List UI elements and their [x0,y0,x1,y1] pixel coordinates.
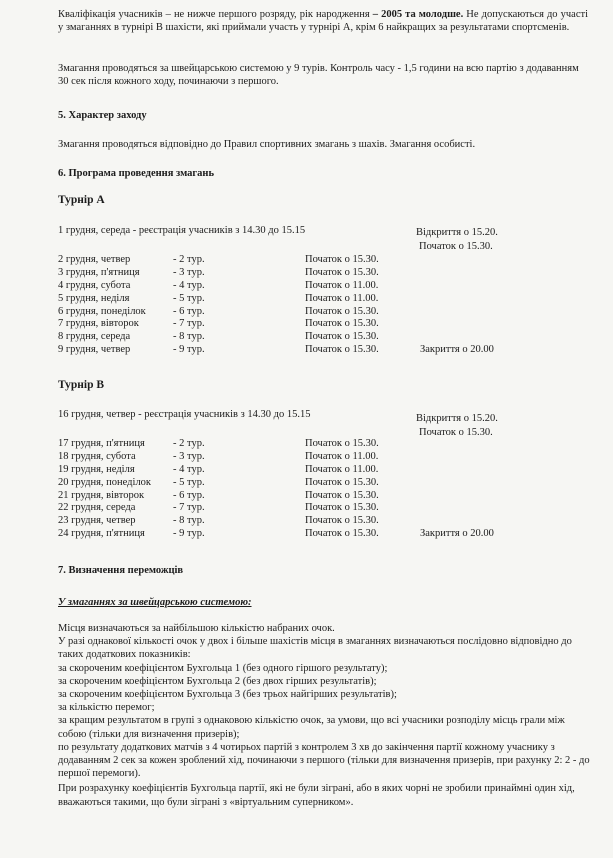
schedule-start-time: Початок о 15.30. [305,515,379,527]
swiss-system-subheading: У змаганнях за швейцарською системою: [58,597,252,608]
schedule-round: - 7 тур. [173,502,205,514]
schedule-row [58,451,598,464]
tournament-a-schedule [58,254,598,357]
schedule-date: 6 грудня, понеділок [58,305,146,317]
schedule-date: 23 грудня, четвер [58,515,136,527]
schedule-start-time: Початок о 15.30. [305,266,379,278]
schedule-date: 17 грудня, п'ятниця [58,438,145,449]
criteria-line: за скороченим коефіцієнтом Бухгольца 3 (без трьох найгірших результатів); [58,689,397,701]
schedule-date: 4 грудня, субота [58,279,131,291]
tournament-b-schedule [58,438,598,541]
schedule-round: - 8 тур. [173,515,205,527]
schedule-round: - 6 тур. [173,305,205,317]
schedule-start-time: Початок о 11.00. [305,450,379,462]
schedule-row [58,254,598,267]
schedule-round: - 3 тур. [173,450,205,462]
tournament-b-registration: 16 грудня, четвер - реєстрація учасників з 14.30 до 15.15 [58,409,311,420]
schedule-date: 7 грудня, вівторок [58,318,139,330]
schedule-start-time: Початок о 11.00. [305,463,379,475]
schedule-start-time: Початок о 15.30. [305,502,379,514]
tournament-a-opening: Відкриття о 15.20. [416,227,498,238]
schedule-start-time: Початок о 15.30. [305,476,379,488]
schedule-date: 19 грудня, неділя [58,463,135,475]
schedule-round: - 4 тур. [173,463,205,475]
schedule-start-time: Початок о 15.30. [305,254,379,265]
schedule-date: 5 грудня, неділя [58,292,130,304]
schedule-round: - 2 тур. [173,254,205,265]
schedule-closing: Закриття о 20.00 [420,528,494,540]
schedule-row [58,490,598,503]
criteria-line: за кількістю перемог; [58,702,155,714]
winners-criteria-list [58,622,593,809]
schedule-date: 9 грудня, четвер [58,344,131,356]
schedule-round: - 6 тур. [173,489,205,501]
schedule-round: - 2 тур. [173,438,205,449]
schedule-date: 22 грудня, середа [58,502,136,514]
tournament-a-registration: 1 грудня, середа - реєстрація учасників з 14.30 до 15.15 [58,225,306,236]
schedule-start-time: Початок о 15.30. [305,344,379,356]
schedule-row [58,280,598,293]
schedule-start-time: Початок о 15.30. [305,438,379,449]
intro-paragraph-system [58,62,588,88]
intro-text-rest: Не допускаються до участі у змаганнях в турнірі В шахісти, які приймали участь у турнірі А, крім 6 найкращих за результатами спортсменів. [58,9,588,34]
schedule-start-time: Початок о 11.00. [305,279,379,291]
schedule-row [58,344,598,357]
schedule-row [58,515,598,528]
section-6-heading: 6. Програма проведення змагань [58,168,215,179]
intro-system-text: Змагання проводяться за швейцарською системою у 9 турів. Контроль часу - 1,5 години на всю партію з додаванням 30 сек після кожного ходу, починаючи з першого. [58,63,579,88]
schedule-round: - 5 тур. [173,476,205,488]
tournament-b-title: Турнір В [58,379,105,391]
criteria-line: за кращим результатом в групі з однаковою кількістю очок, за умови, що всі учасники розподілу місць грали між собою (тільки для визначення призерів); [58,715,565,740]
schedule-start-time: Початок о 15.30. [305,318,379,330]
schedule-date: 3 грудня, п'ятниця [58,266,140,278]
schedule-round: - 4 тур. [173,279,205,291]
criteria-line: Місця визначаються за найбільшою кількістю набраних очок. [58,623,335,634]
criteria-line: за скороченим коефіцієнтом Бухгольца 1 (без одного гіршого результату); [58,662,388,674]
criteria-line: У разі однакової кількості очок у двох і більше шахістів місця в змаганнях визначаються послідовно відповідно до таких додаткових показників: [58,636,572,661]
schedule-start-time: Початок о 15.30. [305,528,379,540]
section-5-heading: 5. Характер заходу [58,110,147,121]
schedule-row [58,464,598,477]
schedule-round: - 8 тур. [173,331,205,343]
schedule-row [58,306,598,319]
section-7-heading: 7. Визначення переможців [58,565,184,576]
schedule-row [58,267,598,280]
tournament-a-first-start: Початок о 15.30. [419,241,493,252]
schedule-row [58,502,598,515]
tournament-b-first-start: Початок о 15.30. [419,427,493,438]
schedule-round: - 5 тур. [173,292,205,304]
criteria-line: по результату додаткових матчів з 4 чотирьох партій з контролем 3 хв до закінчення партії кожному учаснику з додаванням 2 сек за кожен зроблений хід, починаючи з першого (тільки для визначення призерів, при рахунку 2: 2 - до першої перемоги). [58,741,590,780]
schedule-row [58,438,598,451]
criteria-line: за скороченим коефіцієнтом Бухгольца 2 (без двох гірших результатів); [58,675,377,687]
schedule-date: 24 грудня, п'ятниця [58,528,145,540]
schedule-row [58,477,598,490]
schedule-closing: Закриття о 20.00 [420,344,494,356]
schedule-start-time: Початок о 15.30. [305,305,379,317]
schedule-row [58,293,598,306]
criteria-line: При розрахунку коефіцієнтів Бухгольца партії, які не були зіграні, або в яких чорні не зробили принаймні один хід, вважаються такими, що були зіграні з «віртуальним суперником». [58,783,575,808]
schedule-start-time: Початок о 11.00. [305,292,379,304]
schedule-round: - 9 тур. [173,528,205,540]
schedule-date: 2 грудня, четвер [58,254,131,265]
schedule-start-time: Початок о 15.30. [305,331,379,343]
schedule-start-time: Початок о 15.30. [305,489,379,501]
intro-paragraph-qualification [58,8,588,34]
schedule-date: 20 грудня, понеділок [58,476,152,488]
schedule-round: - 3 тур. [173,266,205,278]
schedule-date: 8 грудня, середа [58,331,131,343]
schedule-row [58,318,598,331]
schedule-date: 18 грудня, субота [58,450,136,462]
schedule-row [58,331,598,344]
tournament-b-opening: Відкриття о 15.20. [416,413,498,424]
schedule-date: 21 грудня, вівторок [58,489,145,501]
schedule-row [58,528,598,541]
intro-text: Кваліфікація учасників – не нижче першого розряду, рік народження [58,9,373,20]
section-5-text: Змагання проводяться відповідно до Правил спортивних змагань з шахів. Змагання особисті. [58,139,476,150]
schedule-round: - 9 тур. [173,344,205,356]
tournament-a-title: Турнір А [58,194,105,206]
schedule-round: - 7 тур. [173,318,205,330]
intro-bold-year: – 2005 та молодше. [372,9,464,20]
